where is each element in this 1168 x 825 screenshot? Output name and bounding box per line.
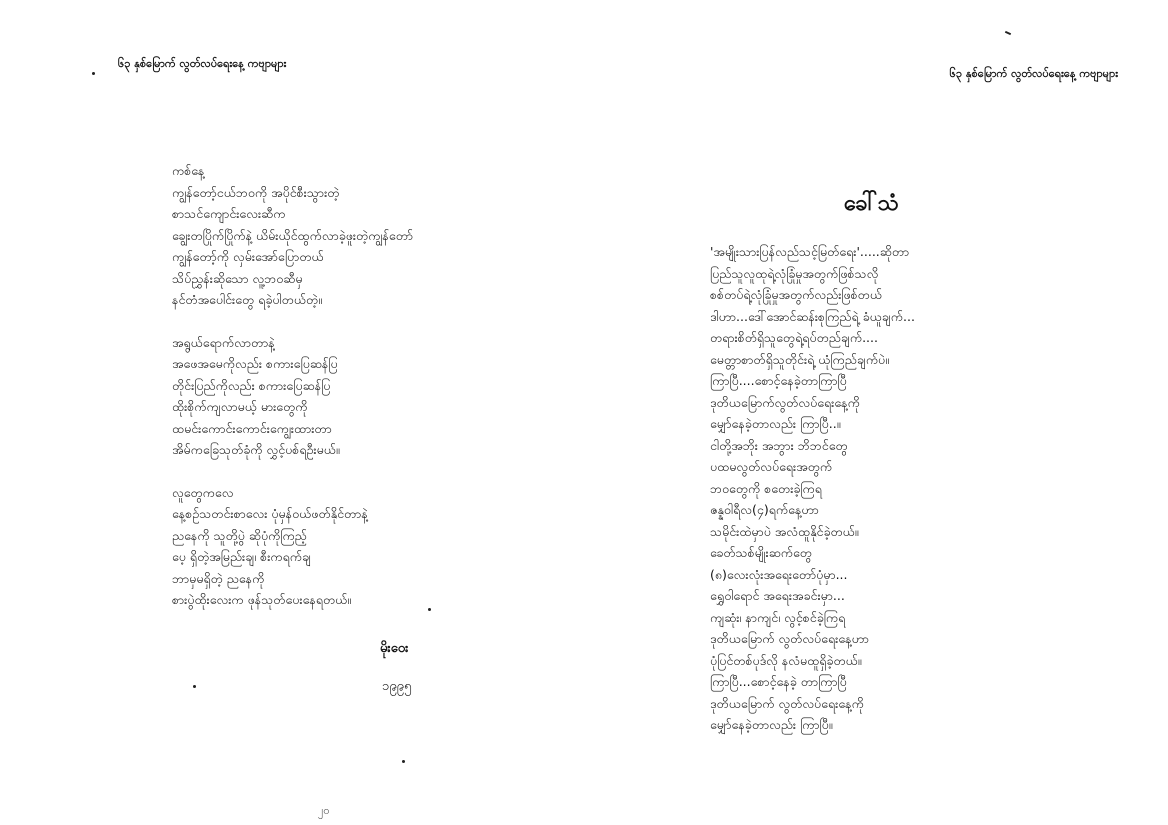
scan-speck [402,760,405,763]
poem-line: ကျဆုံး၊ နာကျင်၊ လွင့်စင်ခဲ့ကြရ [710,609,846,625]
poem-line: ပုံပြင်တစ်ပုဒ်လို နလံမထူရှိခဲ့တယ်။ [710,652,862,668]
poem-line: 'အမျိုးသားပြန်လည်သင့်မြတ်ရေး'.....ဆိုတာ [710,244,910,259]
poem-line: နင်တံအပေါင်းတွေ ရခဲ့ပါတယ်တဲ့။ [172,292,322,307]
poem-line: ဇန္နဝါရီလ(၄)ရက်နေ့ဟာ [710,502,819,517]
poem-line: မေတ္တာစာတ်ရှိသူတိုင်းရဲ့ ယုံကြည်ချက်ပဲ။ [710,351,889,367]
poem-line: ပထမလွတ်လပ်ရေးအတွက် [710,459,833,474]
poem-line: သမိုင်းထဲမှာပဲ အလံထူနိုင်ခဲ့တယ်။ [710,523,859,539]
poem-line: ကစ်နေ့ [172,163,205,178]
poem-year: ၁၉၉၅ [382,679,412,694]
poem-line: ရွှေဝါရောင် အရေးအခင်းမှာ... [710,588,845,603]
poem-line: ထမင်းကောင်းကောင်းကျွေးထားတာ [172,420,332,436]
poem-line: ဒုတိယမြောက် လွတ်လပ်ရေးနေ့ဟာ [710,631,869,646]
stanza-2 [172,332,462,461]
poem-line: စာသင်ကျောင်းလေးဆီက [172,206,286,221]
poem-line: ဘာမှမရှိတဲ့ ညနေကို [172,570,265,586]
poem-line: ညနေကို သူတို့ပွဲ ဆိုပုံကိုကြည့် [172,527,307,543]
poem-line: ငါတို့အဘိုး အဘွား ဘိဘင်တွေ [710,437,848,453]
poem-line: အဖေအမေကိုလည်း စကားပြေဆန်ပြ [172,356,338,371]
poem-author: မိုးဝေး [380,641,409,656]
scan-speck [92,72,95,75]
poem-line: ဒုတိယမြောက် လွတ်လပ်ရေးနေ့ကို [710,695,864,711]
poem-line: မျှော်နေခဲ့တာလည်း ကြာပြီ။ [710,717,833,732]
scan-speck [428,608,431,611]
poem-line: စစ်တပ်ရဲ့လုံခြုံမှုအတွက်လည်းဖြစ်တယ် [710,287,882,302]
poem-line: ပြည်သူလူထုရဲ့လုံခြုံမှုအတွက်ဖြစ်သလို [710,265,879,281]
poem-line: ဒါဟာ...ဒေါ်အောင်ဆန်းစုကြည်ရဲ့ ခံယူချက်... [710,308,915,324]
running-head-left: ၆၃ နှစ်မြောက် လွတ်လပ်ရေးနေ့ ကဗျာများ [118,57,287,70]
poem-line: ကျွန်တော့်ငယ်ဘဝကို အပိုင်စီးသွားတဲ့ [172,184,340,200]
running-head-right: ၆၃ နှစ်မြောက် လွတ်လပ်ရေးနေ့ ကဗျာများ [949,67,1118,80]
right-page [584,0,1168,825]
stanza-3 [172,482,462,611]
poem-line: ခေတ်သစ်မျိုးဆက်တွေ [710,545,812,560]
poem-line: လူတွေကလေ [172,484,234,500]
poem-body [172,160,462,632]
poem-line: တိုင်းပြည်ကိုလည်း စကားပြေဆန်ပြ [172,377,331,393]
poem-line: အိမ်ကခြေသုတ်ခုံကို လွှင့်ပစ်ရဦးမယ်။ [172,442,340,457]
poem-line: ဘဝတွေကို စတေးခဲ့ကြရ [710,480,822,496]
poem-line: နေ့စဉ်သတင်းစာလေး ပုံမှန်ဝယ်ဖတ်နိုင်တာနဲ့ [172,506,368,521]
poem-line: သိပ်ညွှန်းဆိုသော လူ့ဘဝဆီမှ [172,270,303,286]
poem-line: စားပွဲထိုးလေးက ဖုန်သုတ်ပေးနေရတယ်။ [172,592,352,607]
stanza-1 [172,160,462,311]
poem-line: ကြာပြီ....စောင့်နေခဲ့တာကြာပြီ [710,373,847,388]
poem-line: (၈)လေးလုံးအရေးတော်ပုံမှာ... [710,566,848,582]
poem-body-right [710,241,980,736]
poem-line: ကြာပြီ...စောင့်နေခဲ့ တာကြာပြီ [710,674,847,689]
scan-speck [193,685,196,688]
poem-title: ခေါ်သံ [844,191,899,216]
poem-line: တရားစိတ်ရှိသူတွေရဲ့ရပ်တည်ချက်.... [710,330,878,345]
page-number: ၂၀ [318,804,330,817]
poem-line: ပေ့ ရှိတဲ့အမြည်းချ၊ စီးကရက်ချ [172,549,312,564]
poem-line: ဒုတိယမြောက်လွတ်လပ်ရေးနေ့ကို [710,394,860,410]
scan-speck [1005,31,1011,35]
poem-line: ချွေးတပြိုက်ပြိုက်နဲ့ ယိမ်းယိုင်ထွက်လာခဲ့ဖူးတဲ့ကျွန်တော် [172,227,413,243]
poem-line: အရွယ်ရောက်လာတာနဲ့ [172,334,275,350]
poem-line: မျှော်နေခဲ့တာလည်း ကြာပြီ..။ [710,416,841,431]
poem-line: ထိုးစိုက်ကျလာမယ့် မားတွေကို [172,399,308,414]
poem-line: ကျွန်တော့်ကို လှမ်းအော်ပြောတယ် [172,249,324,264]
